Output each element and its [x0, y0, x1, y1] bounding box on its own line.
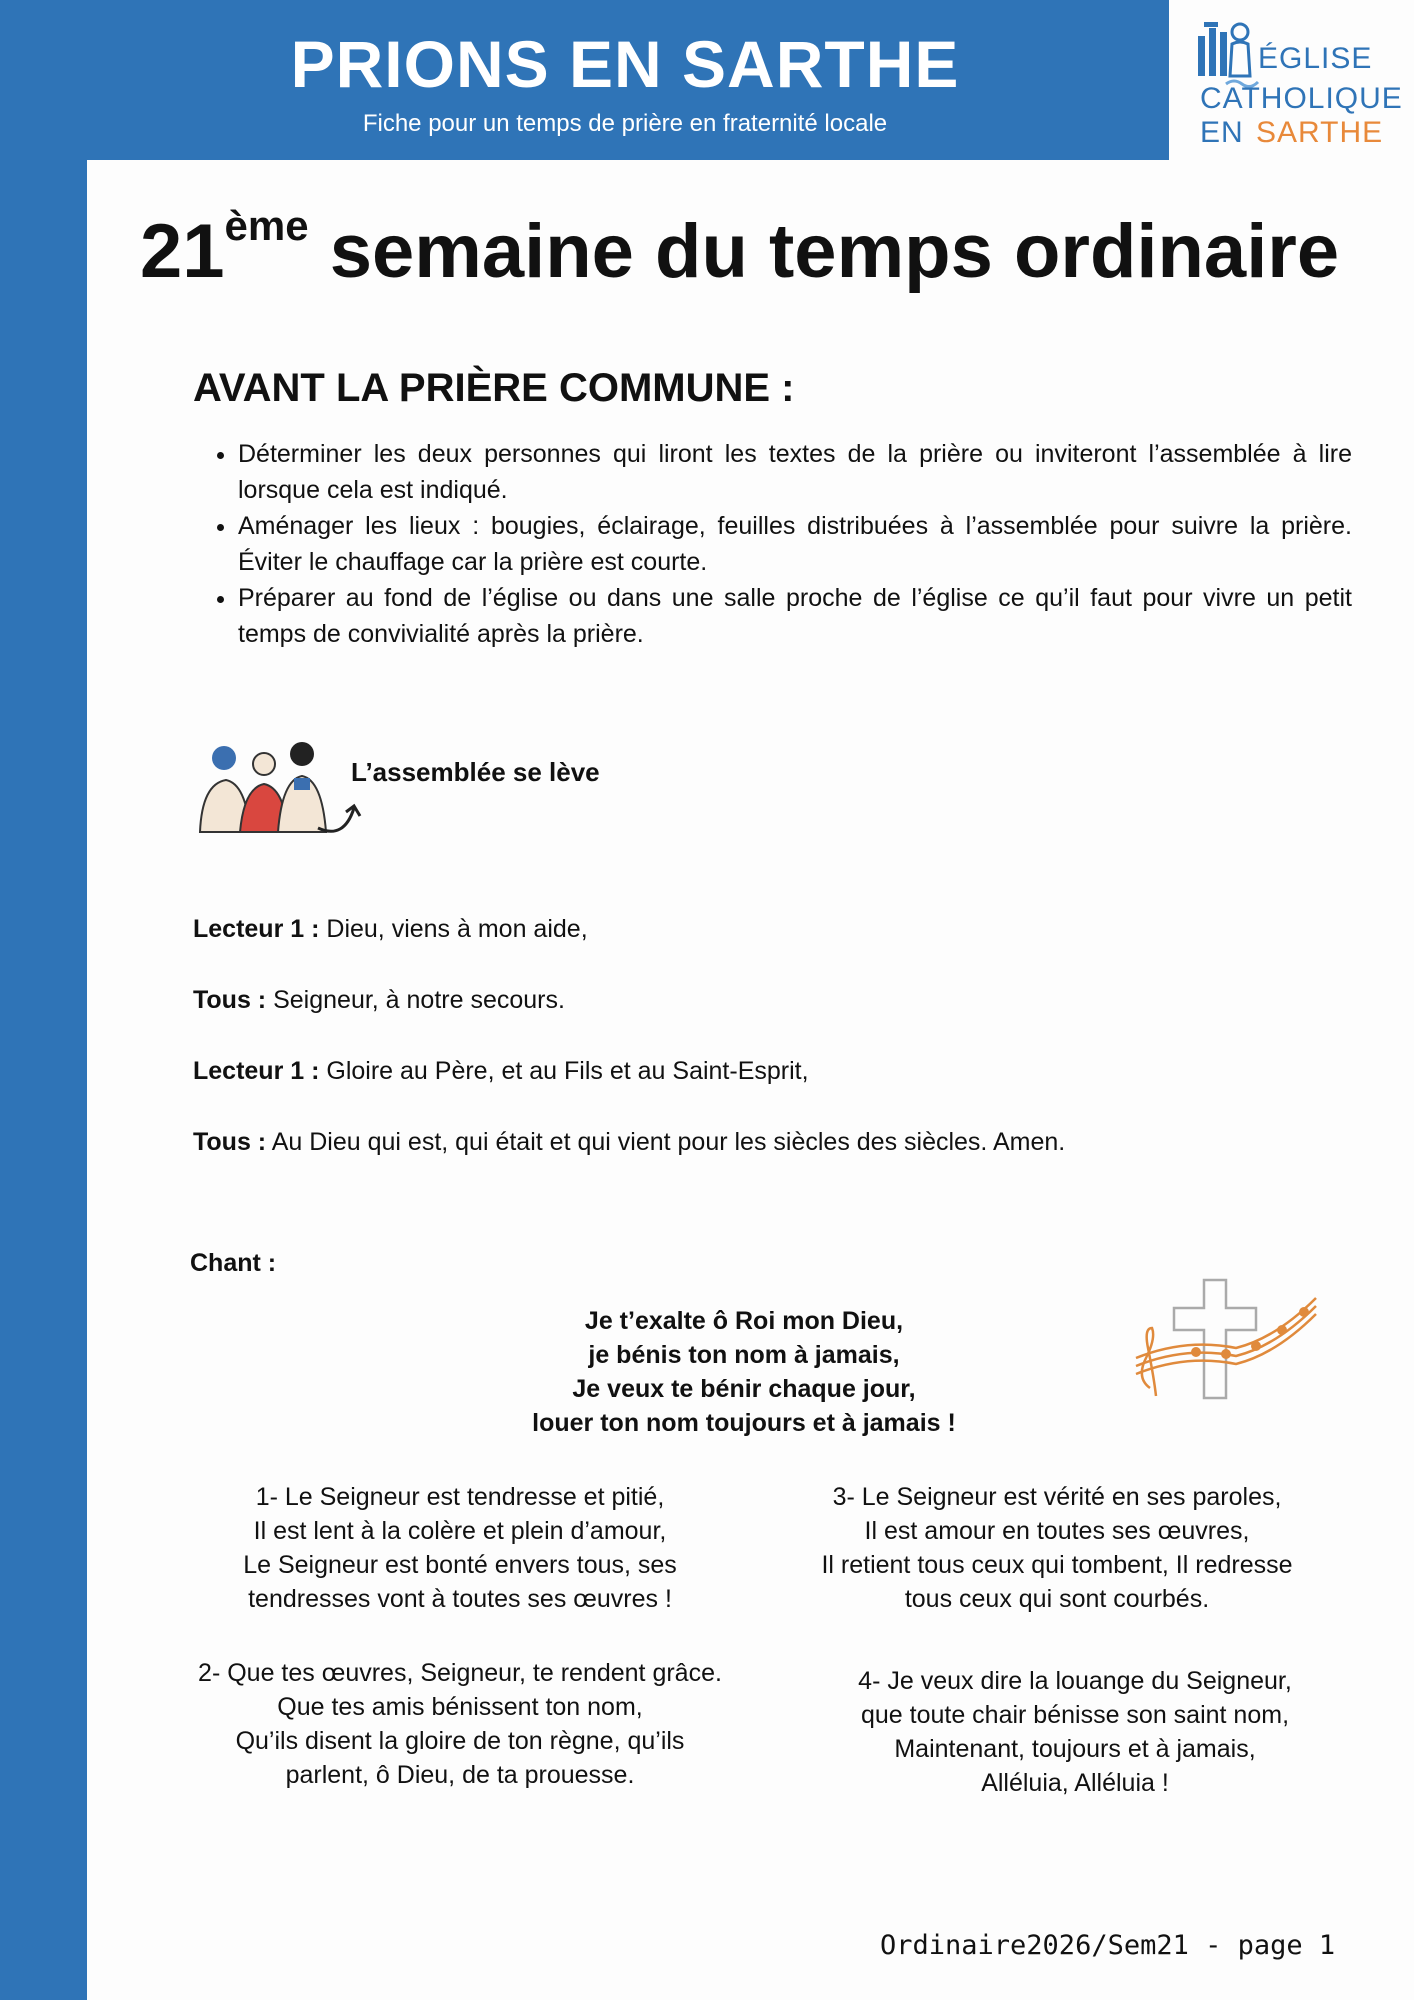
assembly-people-icon: [186, 736, 386, 842]
verse-line: Il retient tous ceux qui tombent, Il redresse: [821, 1551, 1293, 1579]
list-item: • Aménager les lieux : bougies, éclairage, feuilles distribuées à l’assemblée pour suivre la prière. Éviter le chauffage car la prière est courte.: [238, 508, 1352, 580]
verse-line: Le Seigneur est bonté envers tous, ses: [243, 1551, 677, 1579]
dialogue-line: [193, 915, 588, 944]
title-suffix: ème: [224, 202, 309, 249]
verse-line: Il est lent à la colère et plein d’amour,: [253, 1517, 667, 1545]
dialogue-speaker: Lecteur 1 :: [193, 1057, 320, 1085]
dialogue-line: [193, 986, 565, 1015]
verse-line: parlent, ô Dieu, de ta prouesse.: [285, 1761, 635, 1789]
refrain-line: Je t’exalte ô Roi mon Dieu,: [584, 1307, 904, 1335]
logo-line-catholique: CATHOLIQUE: [1200, 82, 1403, 115]
verse-line: Qu’ils disent la gloire de ton règne, qu’ils: [235, 1727, 685, 1755]
verse-line: 3- Le Seigneur est vérité en ses paroles,: [832, 1483, 1282, 1511]
chant-verse-4: [775, 1664, 1375, 1800]
page-footer: Ordinaire2026/Sem21 - page 1: [880, 1930, 1336, 1961]
dialogue-line: [193, 1128, 1065, 1157]
chant-refrain: [444, 1304, 1044, 1440]
verse-line: tous ceux qui sont courbés.: [904, 1585, 1210, 1613]
refrain-line: louer ton nom toujours et à jamais !: [532, 1409, 956, 1437]
dialogue-text: Au Dieu qui est, qui était et qui vient pour les siècles des siècles. Amen.: [271, 1128, 1066, 1156]
header-title: PRIONS EN SARTHE: [290, 27, 960, 101]
left-blue-band: [0, 0, 87, 2000]
verse-line: que toute chair bénisse son saint nom,: [860, 1701, 1290, 1729]
header-subtitle: Fiche pour un temps de prière en fraternité locale: [362, 110, 888, 137]
verse-line: Il est amour en toutes ses œuvres,: [864, 1517, 1250, 1545]
chant-label: Chant :: [190, 1249, 277, 1277]
dialogue-text: Seigneur, à notre secours.: [273, 986, 565, 1014]
verse-line: Maintenant, toujours et à jamais,: [894, 1735, 1256, 1763]
verse-line: Que tes amis bénissent ton nom,: [277, 1693, 643, 1721]
dialogue-line: [193, 1057, 809, 1086]
music-cross-icon: [1126, 1278, 1320, 1406]
logo-line-en: EN: [1200, 116, 1244, 149]
refrain-line: je bénis ton nom à jamais,: [588, 1341, 900, 1369]
title-number: 21: [140, 209, 225, 294]
logo-line-sarthe: SARTHE: [1256, 116, 1384, 149]
dialogue-speaker: Lecteur 1 :: [193, 915, 320, 943]
chant-verse-1: [160, 1480, 760, 1616]
verse-line: tendresses vont à toutes ses œuvres !: [248, 1585, 672, 1613]
before-prayer-list: [210, 436, 1352, 652]
chant-verse-2: [160, 1656, 760, 1792]
verse-line: 1- Le Seigneur est tendresse et pitié,: [255, 1483, 665, 1511]
verse-line: 2- Que tes œuvres, Seigneur, te rendent grâce.: [198, 1659, 722, 1687]
list-item: • Préparer au fond de l’église ou dans une salle proche de l’église ce qu’il faut pour vivre un petit temps de convivialité après la prière.: [238, 580, 1352, 652]
before-prayer-heading: AVANT LA PRIÈRE COMMUNE :: [193, 366, 795, 410]
chant-verse-3: [757, 1480, 1357, 1616]
dialogue-speaker: Tous :: [193, 1128, 267, 1156]
rubric-assembly-stands: L’assemblée se lève: [351, 757, 600, 787]
page-title: [140, 202, 1380, 295]
verse-line: 4- Je veux dire la louange du Seigneur,: [858, 1667, 1292, 1695]
dialogue-text: Dieu, viens à mon aide,: [326, 915, 588, 943]
logo-line-eglise: ÉGLISE: [1258, 42, 1373, 75]
refrain-line: Je veux te bénir chaque jour,: [572, 1375, 916, 1403]
title-rest: semaine du temps ordinaire: [329, 209, 1340, 294]
diocese-logo: [1196, 14, 1406, 154]
verse-line: Alléluia, Alléluia !: [981, 1769, 1169, 1797]
list-item: • Déterminer les deux personnes qui liront les textes de la prière ou inviteront l’assemblée à lire lorsque cela est indiqué.: [238, 436, 1352, 508]
dialogue-text: Gloire au Père, et au Fils et au Saint-Esprit,: [326, 1057, 809, 1085]
dialogue-speaker: Tous :: [193, 986, 267, 1014]
